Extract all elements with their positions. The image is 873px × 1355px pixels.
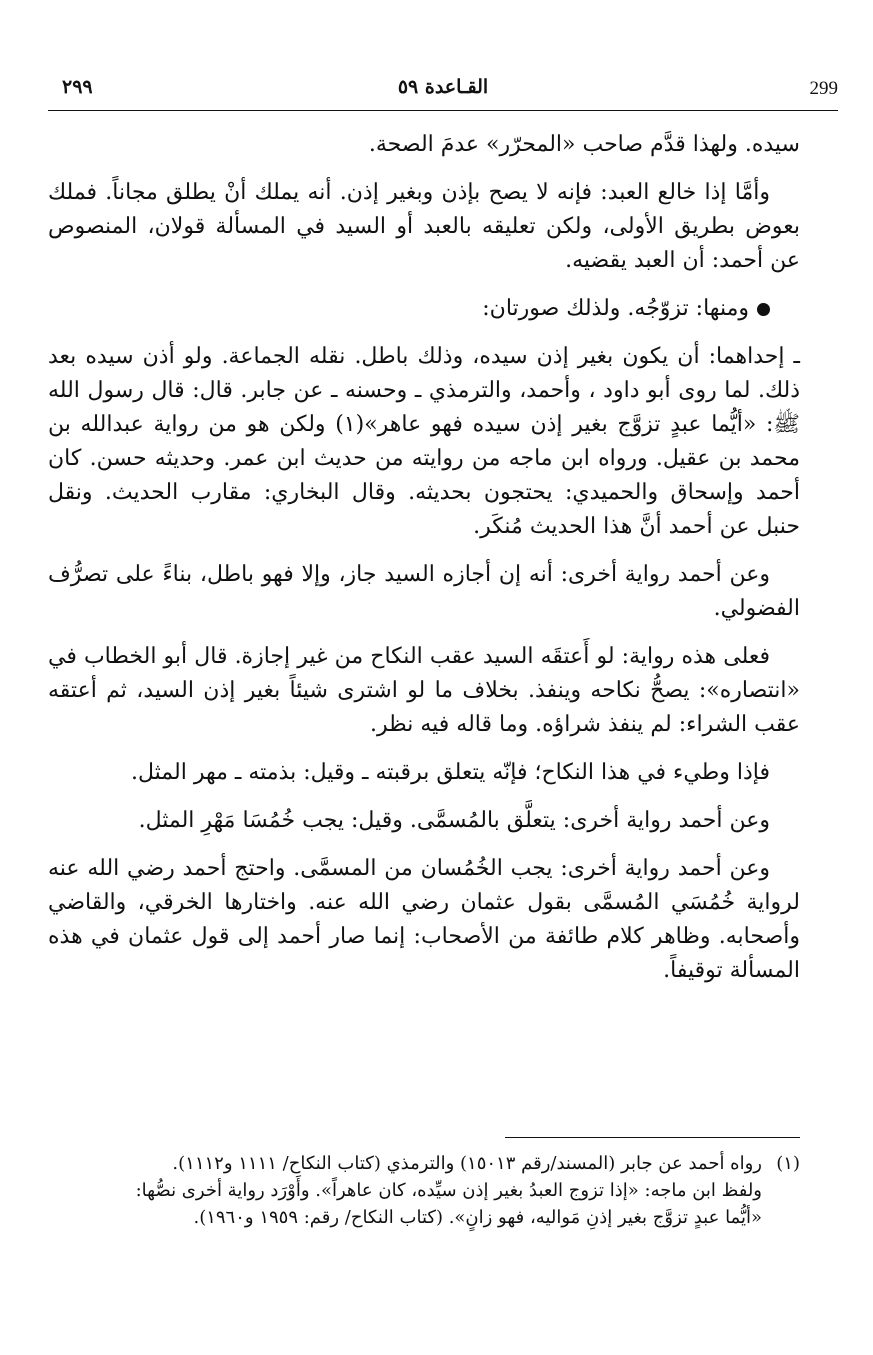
paragraph: وعن أحمد رواية أخرى: يتعلَّق بالمُسمَّى. وقيل: يجب خُمُسَا مَهْرِ المثل. xyxy=(138,808,770,833)
page-number-arabic: ٢٩٩ xyxy=(62,76,93,98)
footnote-line xyxy=(48,1150,800,1177)
footnote-line: «أيُّما عبدٍ تزوَّج بغير إذنِ مَواليه، فهو زانٍ». (كتاب النكاح/ رقم: ١٩٥٩ و١٩٦٠). xyxy=(193,1207,762,1228)
bullet-icon xyxy=(757,303,770,316)
paragraph: فإذا وطيء في هذا النكاح؛ فإنّه يتعلق برقبته ـ وقيل: بذمته ـ مهر المثل. xyxy=(131,760,770,785)
page-header xyxy=(48,74,838,104)
chapter-title: القـاعدة ٥٩ xyxy=(397,76,489,98)
paragraph: فعلى هذه رواية: لو أَعتقَه السيد عقب النكاح من غير إجازة. قال أبو الخطاب في «انتصاره»: يصحُّ نكاحه وينفذ. بخلاف ما لو اشترى شيئاً بغير إذن السيد، ثم أعتقه عقب الشراء: لم ينفذ شراؤه. وما قاله فيه نظر. xyxy=(48,644,800,737)
paragraph: سيده. ولهذا قدَّم صاحب «المحرّر» عدمَ الصحة. xyxy=(368,132,800,157)
footnote xyxy=(48,1150,800,1231)
bullet-paragraph xyxy=(48,292,800,326)
footnote-number: (١) xyxy=(776,1153,800,1174)
main-text xyxy=(48,128,800,1002)
paragraph-text: ومنها: تزوّجُه. ولذلك صورتان: xyxy=(482,296,749,321)
footnote-text: رواه أحمد عن جابر (المسند/رقم ١٥٠١٣) والترمذي (كتاب النكاح/ ١١١١ و١١١٢). xyxy=(172,1153,762,1174)
page-number-latin: 299 xyxy=(809,78,838,99)
footnote-line: ولفظ ابن ماجه: «إذا تزوج العبدُ بغير إذن سيِّده، كان عاهراً». وأَوْرَد رواية أخرى نصُّها: xyxy=(135,1180,762,1201)
header-rule xyxy=(48,110,838,111)
footnote-rule xyxy=(505,1137,800,1138)
paragraph: ـ إحداهما: أن يكون بغير إذن سيده، وذلك باطل. نقله الجماعة. ولو أذن سيده بعد ذلك. لما روى أبو داود ، وأحمد، والترمذي ـ وحسنه ـ عن جابر. قال: قال رسول الله ﷺ: «أيُّما عبدٍ تزوَّج بغير إذن سيده فهو عاهر»(١) ولكن هو من رواية عبدالله بن محمد بن عقيل. ورواه ابن ماجه من روايته من حديث ابن عمر. وحديثه حسن. كان أحمد وإسحاق والحميدي: يحتجون بحديثه. وقال البخاري: مقارب الحديث. ونقل حنبل عن أحمد أنَّ هذا الحديث مُنكَر. xyxy=(48,344,800,539)
paragraph: وأمَّا إذا خالع العبد: فإنه لا يصح بإذن وبغير إذن. أنه يملك أنْ يطلق مجاناً. فملك بعوض بطريق الأولى، ولكن تعليقه بالعبد أو السيد في المسألة قولان، المنصوص عن أحمد: أن العبد يقضيه. xyxy=(48,180,800,273)
paragraph: وعن أحمد رواية أخرى: أنه إن أجازه السيد جاز، وإلا فهو باطل، بناءً على تصرُّف الفضولي. xyxy=(48,562,800,621)
paragraph: وعن أحمد رواية أخرى: يجب الخُمُسان من المسمَّى. واحتج أحمد رضي الله عنه لرواية خُمُسَي المُسمَّى بقول عثمان رضي الله عنه. واختارها الخرقي، والقاضي وأصحابه. وظاهر كلام طائفة من الأصحاب: إنما صار أحمد إلى قول عثمان في هذه المسألة توقيفاً. xyxy=(48,856,800,983)
